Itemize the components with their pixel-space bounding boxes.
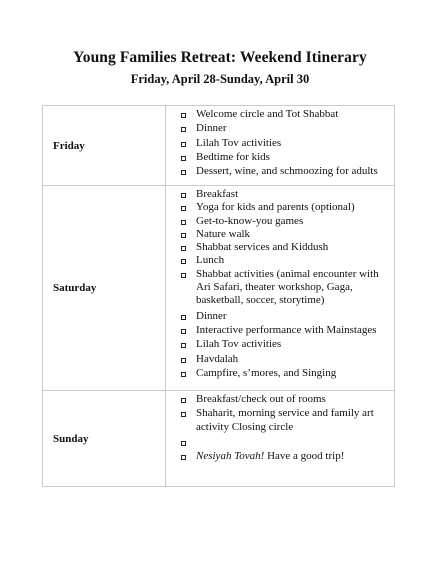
checkbox-bullet-icon <box>181 329 186 334</box>
list-item: Havdalah <box>166 353 388 366</box>
checkbox-bullet-icon <box>181 246 186 251</box>
list-item: Breakfast/check out of rooms <box>166 393 388 406</box>
checkbox-bullet-icon <box>181 220 186 225</box>
activity-list <box>166 107 388 178</box>
list-item: Dessert, wine, and schmoozing for adults <box>166 165 388 178</box>
checkbox-bullet-icon <box>181 273 186 278</box>
checkbox-bullet-icon <box>181 113 186 118</box>
day-label-saturday: Saturday <box>43 186 166 391</box>
list-item: Campfire, s’mores, and Singing <box>166 367 388 380</box>
checkbox-bullet-icon <box>181 193 186 198</box>
list-item: Lilah Tov activities <box>166 137 388 150</box>
list-item: Shabbat services and Kiddush <box>166 241 388 254</box>
checkbox-bullet-icon <box>181 358 186 363</box>
list-item: Get-to-know-you games <box>166 215 388 228</box>
page-title: Young Families Retreat: Weekend Itinerary <box>73 49 367 66</box>
checkbox-bullet-icon <box>181 170 186 175</box>
checkbox-bullet-icon <box>181 441 186 446</box>
list-item: Dinner <box>166 310 388 323</box>
list-item: Breakfast <box>166 188 388 201</box>
itinerary-row-sunday <box>43 391 395 487</box>
farewell-hebrew: Nesiyah Tovah! <box>196 450 265 463</box>
checkbox-bullet-icon <box>181 315 186 320</box>
checkbox-bullet-icon <box>181 372 186 377</box>
activity-list <box>166 187 388 380</box>
checkbox-bullet-icon <box>181 233 186 238</box>
itinerary-table <box>42 105 395 487</box>
day-label-sunday: Sunday <box>43 391 166 487</box>
list-item: Dinner <box>166 122 388 135</box>
checkbox-bullet-icon <box>181 206 186 211</box>
checkbox-bullet-icon <box>181 455 186 460</box>
checkbox-bullet-icon <box>181 127 186 132</box>
checkbox-bullet-icon <box>181 259 186 264</box>
list-item: Lilah Tov activities <box>166 338 388 351</box>
list-item: Lunch <box>166 254 388 267</box>
itinerary-row-friday <box>43 106 395 186</box>
checkbox-bullet-icon <box>181 398 186 403</box>
activities-saturday <box>166 186 395 391</box>
list-item: Nature walk <box>166 228 388 241</box>
list-item <box>166 436 388 449</box>
checkbox-bullet-icon <box>181 412 186 417</box>
checkbox-bullet-icon <box>181 142 186 147</box>
day-label-friday: Friday <box>43 106 166 186</box>
list-item: Bedtime for kids <box>166 151 388 164</box>
list-item: Welcome circle and Tot Shabbat <box>166 108 388 121</box>
list-item: Shabbat activities (animal encounter with Ari Safari, theater workshop, Gaga, basketball, soccer, storytime) <box>166 268 388 308</box>
checkbox-bullet-icon <box>181 343 186 348</box>
list-item <box>166 450 388 463</box>
page-subtitle: Friday, April 28-Sunday, April 30 <box>130 72 310 86</box>
list-item: Yoga for kids and parents (optional) <box>166 201 388 214</box>
activities-sunday <box>166 391 395 487</box>
list-item: Shaharit, morning service and family art activity Closing circle <box>166 407 388 434</box>
farewell-english: Have a good trip! <box>267 450 345 463</box>
itinerary-row-saturday <box>43 186 395 391</box>
activity-list <box>166 392 388 463</box>
checkbox-bullet-icon <box>181 156 186 161</box>
activities-friday <box>166 106 395 186</box>
list-item: Interactive performance with Mainstages <box>166 324 388 337</box>
